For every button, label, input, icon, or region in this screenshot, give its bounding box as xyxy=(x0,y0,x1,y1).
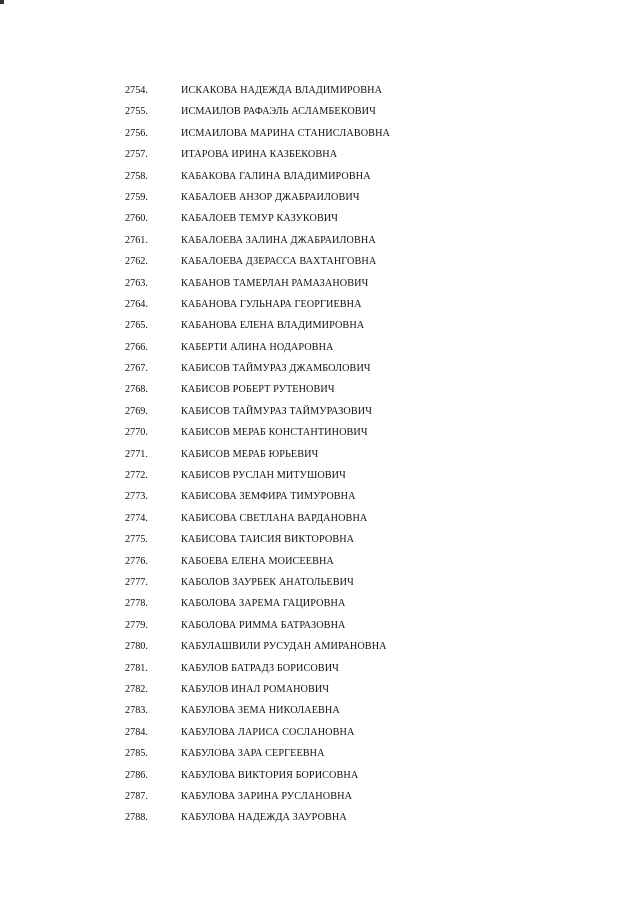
entry-number: 2755. xyxy=(125,106,148,118)
entry-number: 2761. xyxy=(125,234,148,246)
entry-number: 2769. xyxy=(125,405,148,417)
entry-number: 2777. xyxy=(125,576,148,588)
list-item xyxy=(0,315,640,336)
list-item xyxy=(0,230,640,251)
entry-number: 2787. xyxy=(125,790,148,802)
entry-number: 2766. xyxy=(125,341,148,353)
list-item xyxy=(0,144,640,165)
entry-number: 2765. xyxy=(125,320,148,332)
entry-number: 2775. xyxy=(125,534,148,546)
list-item xyxy=(0,401,640,422)
list-item xyxy=(0,636,640,657)
entry-number: 2763. xyxy=(125,277,148,289)
list-item xyxy=(0,294,640,315)
entry-full-name: КАБИСОВ ТАЙМУРАЗ ДЖАМБОЛОВИЧ xyxy=(181,363,371,375)
entry-full-name: КАБИСОВА СВЕТЛАНА ВАРДАНОВНА xyxy=(181,512,368,524)
list-item xyxy=(0,700,640,721)
name-list xyxy=(0,80,640,829)
list-item xyxy=(0,786,640,807)
entry-full-name: КАБАЛОЕВ ТЕМУР КАЗУКОВИЧ xyxy=(181,213,339,225)
entry-number: 2762. xyxy=(125,256,148,268)
entry-full-name: ИСКАКОВА НАДЕЖДА ВЛАДИМИРОВНА xyxy=(181,85,383,96)
list-item xyxy=(0,679,640,700)
entry-full-name: КАБАЛОЕВ АНЗОР ДЖАБРАИЛОВИЧ xyxy=(181,191,360,203)
entry-number: 2788. xyxy=(125,812,148,824)
entry-number: 2758. xyxy=(125,170,148,182)
entry-number: 2778. xyxy=(125,598,148,610)
list-item xyxy=(0,743,640,764)
list-item xyxy=(0,123,640,144)
entry-number: 2767. xyxy=(125,363,148,375)
entry-full-name: КАБУЛОВА ВИКТОРИЯ БОРИСОВНА xyxy=(181,769,359,781)
entry-number: 2760. xyxy=(125,213,148,225)
entry-number: 2774. xyxy=(125,512,148,524)
entry-number: 2768. xyxy=(125,384,148,396)
entry-full-name: КАБИСОВА ТАИСИЯ ВИКТОРОВНА xyxy=(181,534,355,546)
entry-number: 2754. xyxy=(125,85,148,96)
entry-full-name: ИСМАИЛОВ РАФАЭЛЬ АСЛАМБЕКОВИЧ xyxy=(181,106,376,118)
list-item xyxy=(0,422,640,443)
entry-number: 2783. xyxy=(125,705,148,717)
entry-full-name: КАБОЛОВА РИММА БАТРАЗОВНА xyxy=(181,619,346,631)
entry-number: 2779. xyxy=(125,619,148,631)
list-item xyxy=(0,593,640,614)
list-item xyxy=(0,187,640,208)
entry-full-name: КАБИСОВА ЗЕМФИРА ТИМУРОВНА xyxy=(181,491,356,503)
entry-number: 2764. xyxy=(125,298,148,310)
entry-number: 2786. xyxy=(125,769,148,781)
entry-full-name: КАБАЛОЕВА ЗАЛИНА ДЖАБРАИЛОВНА xyxy=(181,234,376,246)
list-item xyxy=(0,508,640,529)
entry-full-name: КАБУЛОВ БАТРАДЗ БОРИСОВИЧ xyxy=(181,662,339,674)
entry-full-name: КАБАНОВА ГУЛЬНАРА ГЕОРГИЕВНА xyxy=(181,298,362,310)
entry-full-name: КАБУЛОВА НАДЕЖДА ЗАУРОВНА xyxy=(181,812,347,824)
list-item xyxy=(0,273,640,294)
list-item xyxy=(0,80,640,101)
entry-full-name: КАБОЛОВА ЗАРЕМА ГАЦИРОВНА xyxy=(181,598,346,610)
entry-full-name: КАБУЛОВА ЗЕМА НИКОЛАЕВНА xyxy=(181,705,340,717)
list-item xyxy=(0,765,640,786)
entry-number: 2756. xyxy=(125,127,148,139)
list-item xyxy=(0,807,640,828)
entry-full-name: КАБУЛОВ ИНАЛ РОМАНОВИЧ xyxy=(181,683,330,695)
list-item xyxy=(0,379,640,400)
list-item xyxy=(0,551,640,572)
list-item xyxy=(0,529,640,550)
list-item xyxy=(0,658,640,679)
list-item xyxy=(0,572,640,593)
entry-number: 2782. xyxy=(125,683,148,695)
list-item xyxy=(0,444,640,465)
scan-corner-mark xyxy=(0,0,4,4)
entry-full-name: КАБАЛОЕВА ДЗЕРАССА ВАХТАНГОВНА xyxy=(181,256,377,268)
list-item xyxy=(0,358,640,379)
list-item xyxy=(0,465,640,486)
entry-number: 2757. xyxy=(125,149,148,161)
list-item xyxy=(0,722,640,743)
list-item xyxy=(0,486,640,507)
entry-full-name: ИСМАИЛОВА МАРИНА СТАНИСЛАВОВНА xyxy=(181,127,390,139)
entry-full-name: КАБАНОВА ЕЛЕНА ВЛАДИМИРОВНА xyxy=(181,320,365,332)
entry-full-name: КАБУЛОВА ЗАРИНА РУСЛАНОВНА xyxy=(181,790,353,802)
entry-full-name: КАБУЛАШВИЛИ РУСУДАН АМИРАНОВНА xyxy=(181,641,387,653)
entry-full-name: КАБУЛОВА ЗАРА СЕРГЕЕВНА xyxy=(181,748,325,760)
entry-full-name: КАБОЕВА ЕЛЕНА МОИСЕЕВНА xyxy=(181,555,334,567)
entry-number: 2759. xyxy=(125,191,148,203)
entry-number: 2781. xyxy=(125,662,148,674)
entry-number: 2771. xyxy=(125,448,148,460)
list-item xyxy=(0,208,640,229)
entry-full-name: ИТАРОВА ИРИНА КАЗБЕКОВНА xyxy=(181,149,338,161)
list-item xyxy=(0,615,640,636)
entry-number: 2773. xyxy=(125,491,148,503)
entry-full-name: КАБАНОВ ТАМЕРЛАН РАМАЗАНОВИЧ xyxy=(181,277,369,289)
entry-number: 2770. xyxy=(125,427,148,439)
list-item xyxy=(0,101,640,122)
entry-full-name: КАБИСОВ ТАЙМУРАЗ ТАЙМУРАЗОВИЧ xyxy=(181,405,372,417)
entry-number: 2785. xyxy=(125,748,148,760)
entry-number: 2780. xyxy=(125,641,148,653)
entry-full-name: КАБИСОВ МЕРАБ ЮРЬЕВИЧ xyxy=(181,448,319,460)
list-item xyxy=(0,251,640,272)
entry-full-name: КАБИСОВ РУСЛАН МИТУШОВИЧ xyxy=(181,470,346,482)
entry-number: 2772. xyxy=(125,470,148,482)
entry-full-name: КАБИСОВ РОБЕРТ РУТЕНОВИЧ xyxy=(181,384,335,396)
entry-full-name: КАБУЛОВА ЛАРИСА СОСЛАНОВНА xyxy=(181,726,355,738)
entry-full-name: КАБОЛОВ ЗАУРБЕК АНАТОЛЬЕВИЧ xyxy=(181,576,354,588)
entry-number: 2784. xyxy=(125,726,148,738)
entry-full-name: КАБЕРТИ АЛИНА НОДАРОВНА xyxy=(181,341,334,353)
entry-full-name: КАБИСОВ МЕРАБ КОНСТАНТИНОВИЧ xyxy=(181,427,368,439)
list-item xyxy=(0,166,640,187)
list-item xyxy=(0,337,640,358)
entry-full-name: КАБАКОВА ГАЛИНА ВЛАДИМИРОВНА xyxy=(181,170,371,182)
entry-number: 2776. xyxy=(125,555,148,567)
